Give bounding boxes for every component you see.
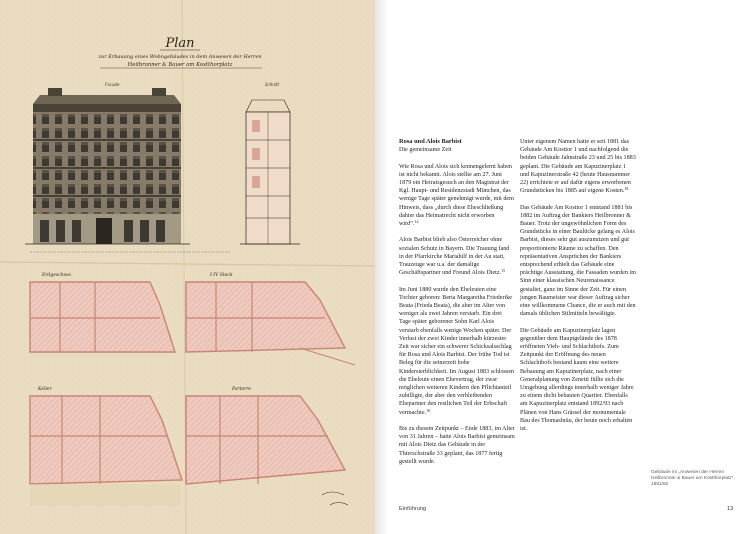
plan-subtitle-2: Heilbronner & Bauer am Kostthorplatz xyxy=(127,62,233,68)
footnote-ref: 15 xyxy=(501,268,506,274)
basement-label: Keller xyxy=(38,387,52,392)
plan-subtitle-1: zur Erbauung eines Wohngebäudes in dem Anwesen der Herren xyxy=(98,54,262,60)
paragraph: Bis zu diesem Zeitpunkt – Ende 1883, im Alter von 31 Jahren – hatte Alois Barbist gemeinsam mit Alois Dietz das Gebäude in der Thierschstraße 33 geplant, das 1877 fertig gestellt wurde. xyxy=(399,426,515,465)
floor-label-left: Erdgeschoss xyxy=(42,273,71,278)
paragraph: Die Gebäude am Kapuzinerplatz lagen gegenüber dem Hauptgelände des 1878 eröffneten Vieh- und Schlachthofs. Zum Zeitpunkt der Eröffnung des neuen Schlachthofs bestand kaum eine weitere Bebauung am Kapuzinerplatz, nach einer Generalplanung von Zenetti füllte sich die Umgebung allerdings innerhalb weniger Jahre zu einem dicht bebauten Quartier. Ebenfalls am Kapuzinerplatz entstand 1892/93 nach Plänen von Hans Grässel der monumentale Bau des Thomasbräu, der heute noch erhalten ist. xyxy=(520,327,634,433)
footnote-ref: 18 xyxy=(624,186,629,192)
floor-label-right: I-IV Stock xyxy=(210,273,233,278)
section-label: Einführung xyxy=(399,506,427,512)
text-column-left xyxy=(399,138,515,474)
plan-title: Plan xyxy=(165,36,195,51)
footnote-ref: 14 xyxy=(414,219,419,225)
image-caption: Gebäude im „Anwesen der Herren Heilbronner & Bauer am Kostthorplatz“, 1881/82 xyxy=(651,470,735,488)
page-number: 13 xyxy=(727,506,734,512)
paragraph: Alois Barbist blieb also Österreicher ohne sozialen Schutz in Bayern. Die Trauung fand in der Pfarrkirche Mariahilf in der Au statt, Trauzeuge war u.a. der damalige Geschäftspartner und Freund Alois Dietz.$^{15}$ xyxy=(399,237,510,277)
article-heading: Rosa und Alois Barbist xyxy=(399,138,462,145)
paragraph: Im Juni 1880 wurde den Eheleuten eine Tochter geboren: Berta Margaretha Friederike Beata (Frieda Beata), die aber im Alter von weniger als zwei Jahren verstarb. Ein drei Tage später geborener Sohn Karl Alois verstarb ebenfalls wenige Wochen später. Der Verlust der zwei Kinder innerhalb kürzester Zeit war sicher ein schwerer Schicksalsschlag für Rosa und Alois Barbist. Der frühe Tod ist Beleg für die seinerzeit hohe Kindersterblichkeit. Im August 1883 schlossen die Eheleute einen Ehevertrag, der zwar möglichen weiteren Kindern den Pflichtanteil zubilligte, der aber den verbleibenden Ehepartner den restlichen Teil der Erbschaft vermachte.$^{16}$ xyxy=(399,286,515,416)
facade-label: Facade xyxy=(105,82,120,87)
paragraph: Das Gebäude Am Kosttor 1 entstand 1881 bis 1882 im Auftrag der Bankiers Heilbronner & Bauer. Trotz der ungewöhnlichen Form des Grundstücks in einer Baulücke gelang es Alois Barbist, dieses sehr gut auszunutzen und gut proportionierte Räume zu schaffen. Den repräsentativen Ansprüchen der Bankiers entsprechend erhielt das Gebäude eine prächtige Ausstattung, die Fassaden wurden im Sinn einer klassischen Neurenaissance gestaltet, ganz im Sinne der Zeit. Für einen jungen Baumeister war dieser Auftrag sicher eine willkommene Chance, die er auch mit den damals üblichen Stilmitteln bewältigte. xyxy=(520,204,636,318)
article-subtitle: Die gemeinsame Zeit xyxy=(399,147,452,154)
paragraph: Wie Rosa und Alois sich kennengelernt haben ist nicht bekannt. Alois stellte am 27. Juni 1879 ein Heiratsgesuch an den Magistrat der Kgl. Haupt- und Residenzstadt München, das wenige Tage später genehmigt wurde, mit dem Hinweis, dass „durch diese Eheschließung dahier das Heimatrecht nicht erworben wird“.$^{14}$ xyxy=(399,163,514,228)
footnote-ref: 16 xyxy=(426,407,431,413)
text-page xyxy=(375,0,750,534)
text-column-right xyxy=(520,138,636,441)
paragraph: Unter eigenem Namen hatte er seit 1881 das Gebäude Am Kosttor 1 und nachfolgend die beiden Gebäude Jahnstraße 23 und 25 bis 1883 geplant. Die Gebäude am Kapuzinerplatz 1 und Kapuzinerstraße 42 (heute Hausnummer 22) errichtete er auf dafür eigens erworbenen Grundstücken bis 1885 auf eigene Kosten.$^{18}$ xyxy=(520,139,636,195)
section-label: Schnitt xyxy=(265,82,280,87)
ground-label: Parterre xyxy=(232,387,252,392)
